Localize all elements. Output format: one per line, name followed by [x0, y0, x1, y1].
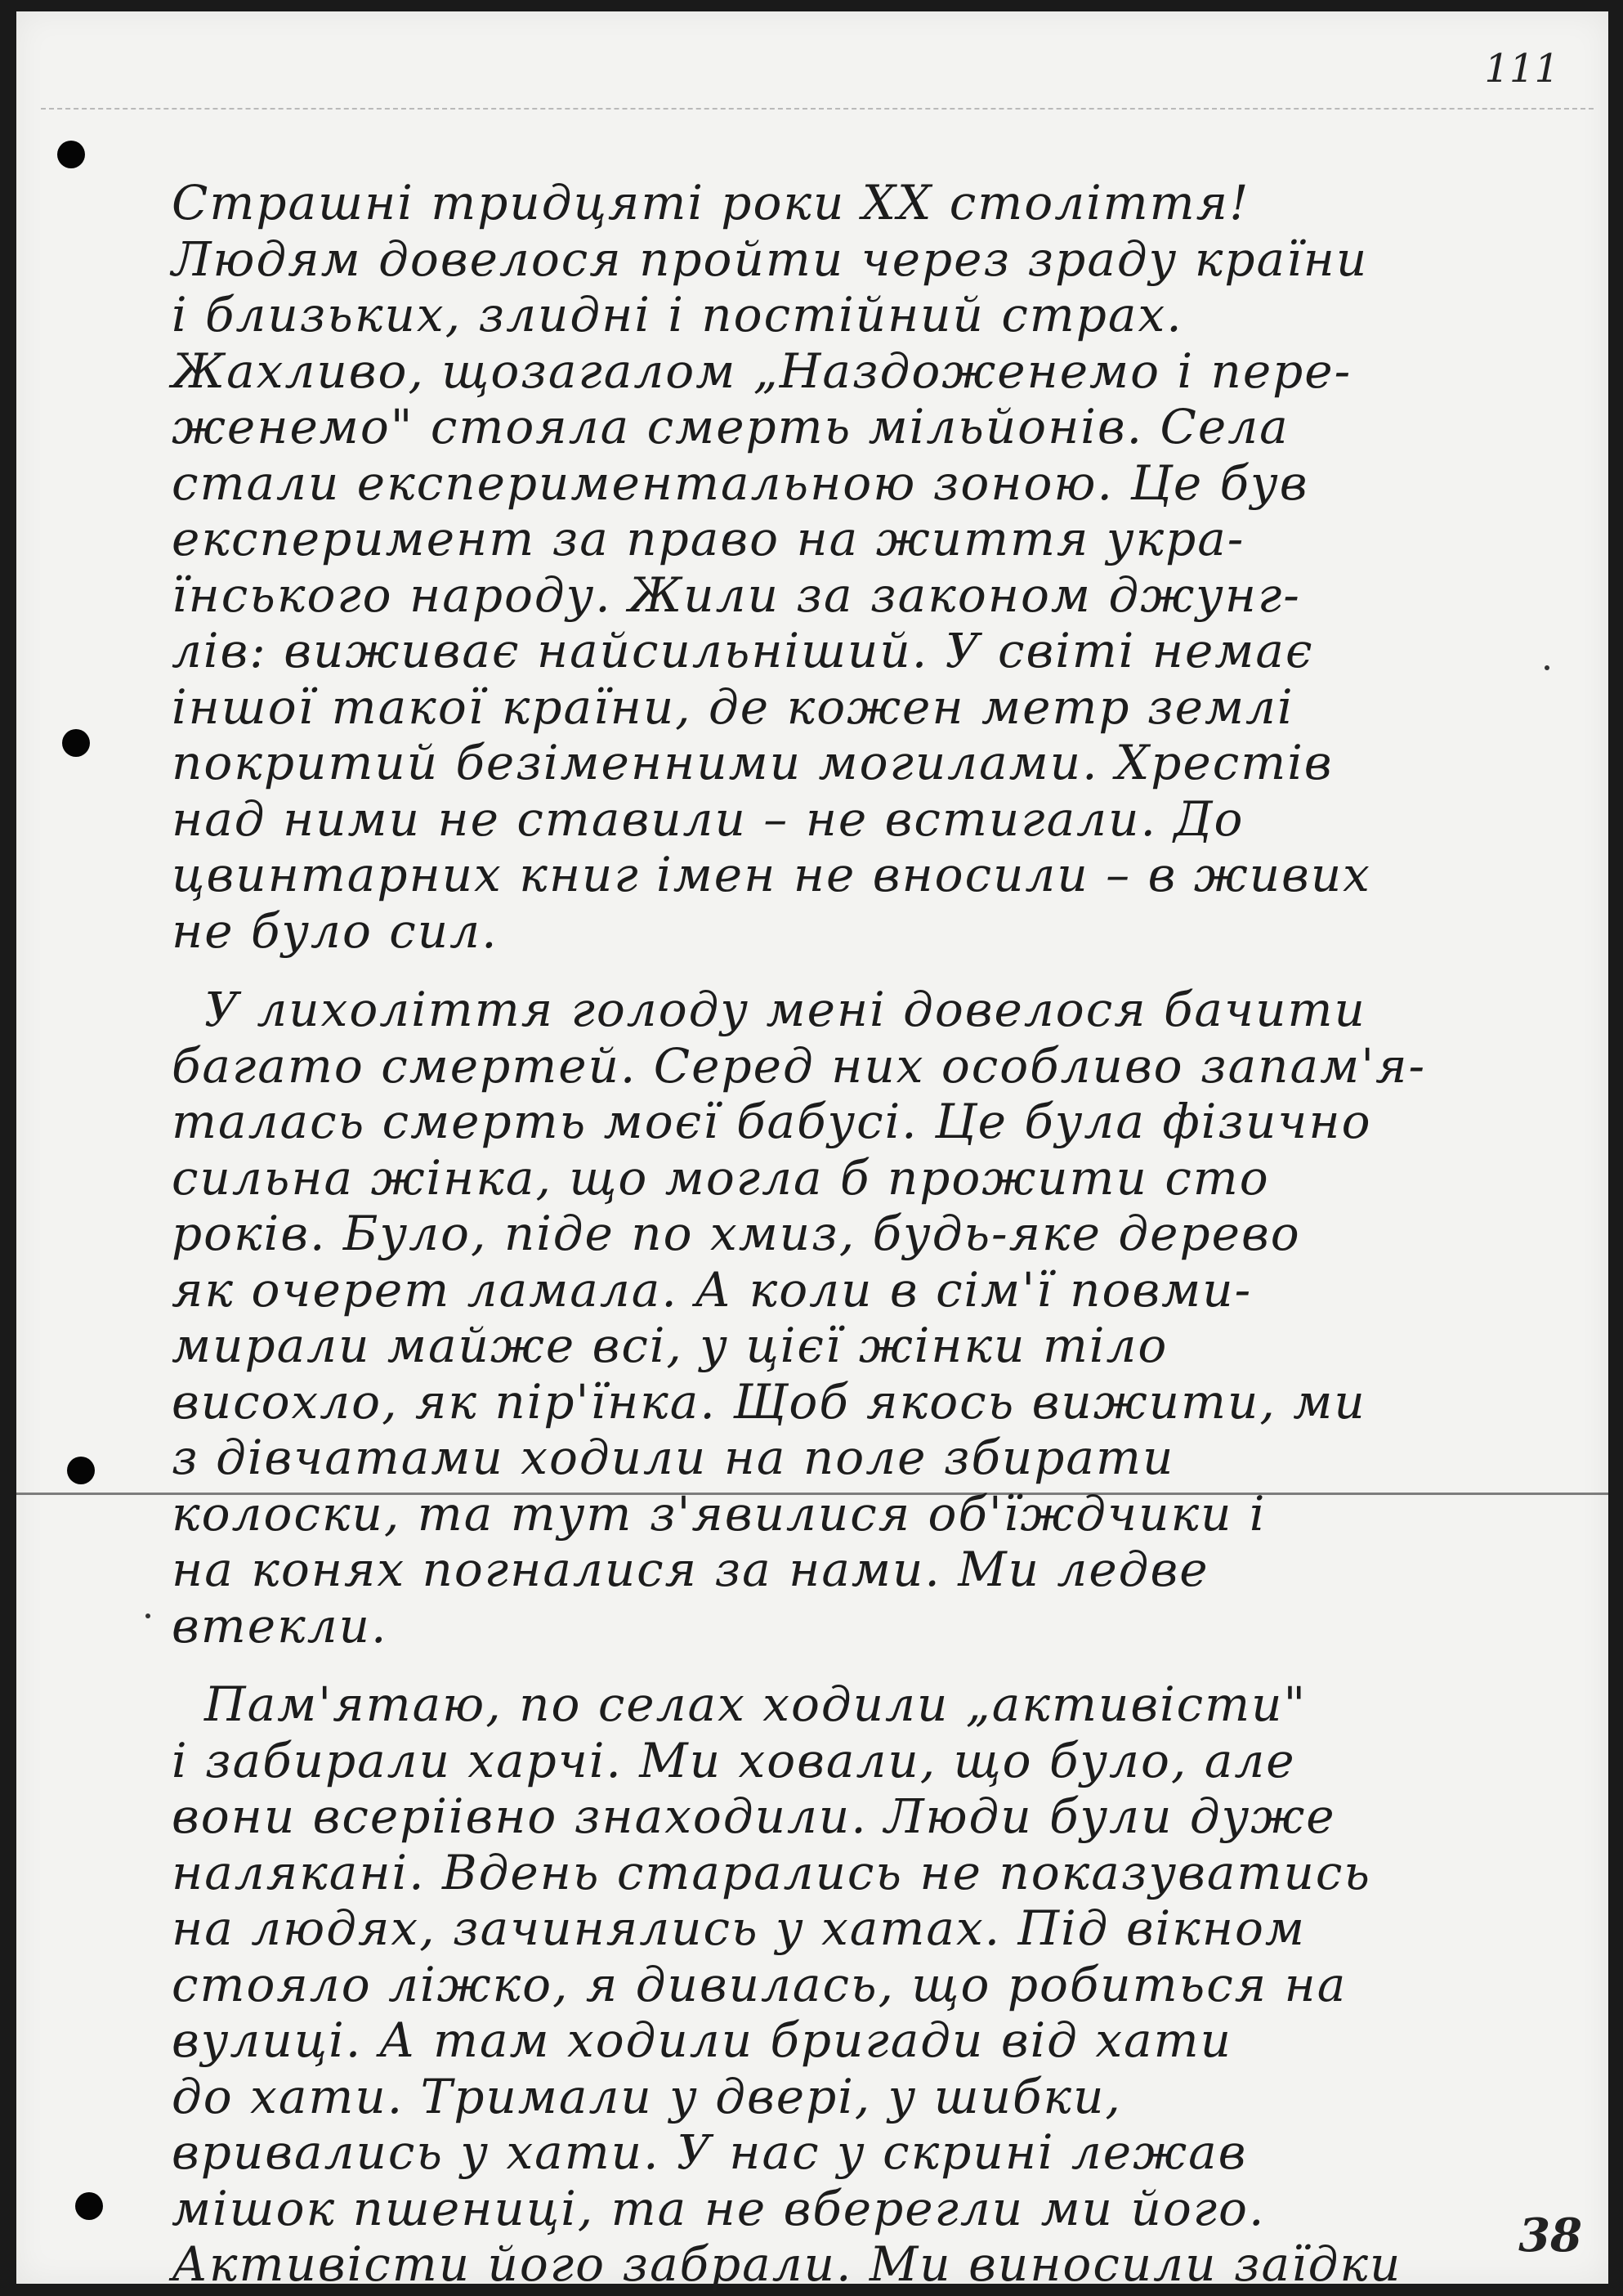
- text-line: багато смертей. Серед них особливо запам'я-: [172, 1037, 1427, 1094]
- text-line: на людях, зачинялись у хатах. Під вікном: [172, 1900, 1307, 1956]
- text-line: женемо" стояла смерть мільйонів. Села: [172, 399, 1290, 454]
- text-line: з дівчатами ходили на поле збирати: [172, 1430, 1175, 1485]
- text-line: втекли.: [172, 1597, 388, 1654]
- text-line: над ними не ставили – не встигали. До: [172, 790, 1245, 847]
- paragraph-gap: [172, 959, 1561, 982]
- text-line: їнського народу. Жили за законом джунг-: [172, 566, 1301, 623]
- paragraph: [172, 175, 1561, 959]
- text-line: мішок пшениці, та не вберегли ми його.: [172, 2180, 1266, 2236]
- punch-hole-2: [62, 729, 90, 757]
- text-line: вони всеріівно знаходили. Люди були дуже: [172, 1788, 1336, 1844]
- text-line: до хати. Тримали у двері, у шибки,: [172, 2068, 1122, 2124]
- text-line: не було сил.: [172, 902, 499, 959]
- top-dashed-rule: [41, 108, 1594, 110]
- text-line: висохло, як пір'їнка. Щоб якось вижити, ми: [172, 1373, 1366, 1430]
- text-line: Активісти його забрали. Ми виносили заїдки: [172, 2236, 1402, 2292]
- paragraph: [172, 1676, 1561, 2293]
- punch-hole-3: [67, 1457, 95, 1484]
- handwritten-text: [172, 175, 1561, 2293]
- paragraph: [172, 982, 1561, 1654]
- folio-number: 111: [1484, 46, 1559, 92]
- text-line: Людям довелося пройти через зраду країни: [172, 230, 1369, 287]
- text-line: налякані. Вдень старались не показуватись: [172, 1844, 1371, 1900]
- ink-speck: [145, 1613, 150, 1618]
- punch-hole-1: [57, 141, 85, 168]
- text-line: Страшні тридцяті роки ХХ століття!: [172, 175, 1250, 230]
- text-line: як очерет ламала. А коли в сім'ї повми-: [172, 1261, 1253, 1318]
- text-line: стали експериментальною зоною. Це був: [172, 454, 1309, 511]
- text-line: на конях погналися за нами. Ми ледве: [172, 1542, 1209, 1597]
- text-line: вривались у хати. У нас у скрині лежав: [172, 2124, 1248, 2180]
- paragraph-gap: [172, 1654, 1561, 1676]
- text-line: сильна жінка, що могла б прожити сто: [172, 1149, 1270, 1206]
- text-line: лів: виживає найсильніший. У світі немає: [172, 623, 1314, 678]
- document-page: [16, 11, 1608, 2292]
- punch-hole-4: [75, 2192, 103, 2220]
- text-line: цвинтарних книг імен не вносили – в живих: [172, 847, 1371, 902]
- text-line: Жахливо, щозагалом „Наздоженемо і пере-: [172, 342, 1352, 399]
- text-line: стояло ліжко, я дивилась, що робиться на: [172, 1956, 1348, 2012]
- archive-page-number: 38: [1518, 2209, 1582, 2262]
- text-line: і забирали харчі. Ми ховали, що було, але: [172, 1732, 1296, 1788]
- text-line: і близьких, злидні і постійний страх.: [172, 287, 1183, 342]
- text-line: Пам'ятаю, по селах ходили „активісти": [204, 1676, 1308, 1732]
- text-line: вулиці. А там ходили бригади від хати: [172, 2012, 1232, 2068]
- text-line: експеримент за право на життя укра-: [172, 511, 1245, 566]
- text-line: талась смерть моєї бабусі. Це була фізично: [172, 1094, 1372, 1149]
- text-line: років. Було, піде по хмиз, будь-яке дерево: [172, 1206, 1301, 1261]
- text-line: колоски, та тут з'явилися об'їждчики і: [172, 1485, 1267, 1542]
- text-line: мирали майже всі, у цієї жінки тіло: [172, 1318, 1169, 1373]
- text-line: іншої такої країни, де кожен метр землі: [172, 678, 1294, 735]
- text-line: У лихоліття голоду мені довелося бачити: [204, 982, 1366, 1037]
- text-line: покритий безіменними могилами. Хрестів: [172, 735, 1334, 790]
